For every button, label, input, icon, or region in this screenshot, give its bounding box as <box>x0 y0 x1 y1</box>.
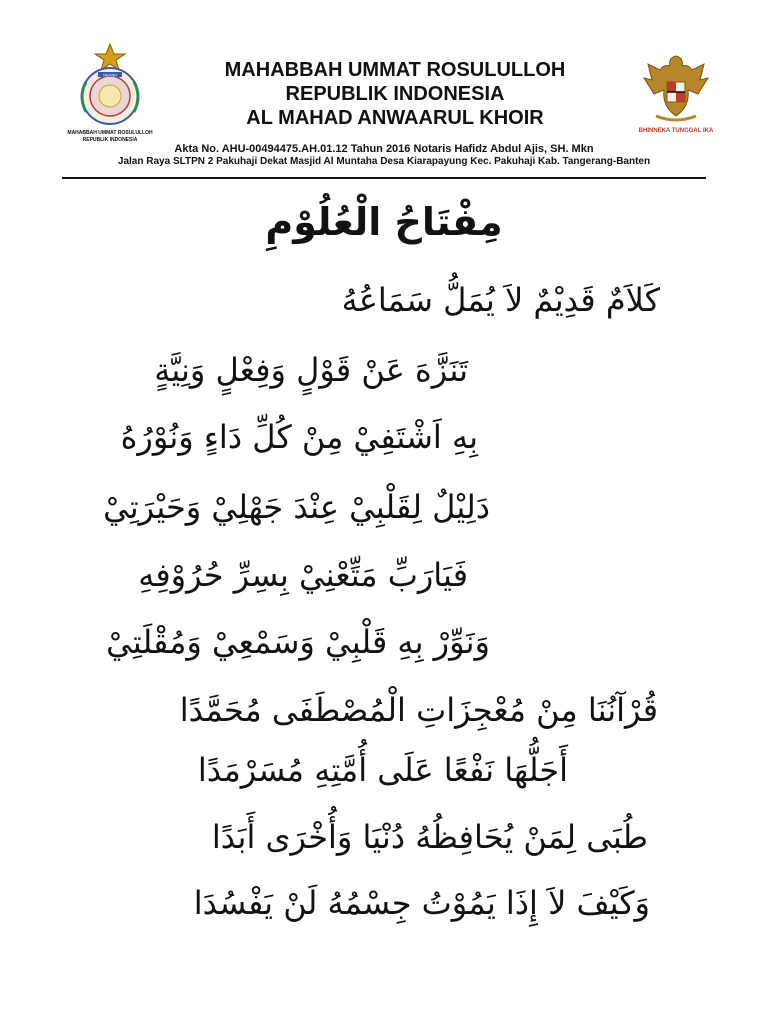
verse-line: أَجَلُّهَا نَفْعًا عَلَى أُمَّتِهِ مُسَرْمَدًا <box>197 751 568 789</box>
verse-line: وَكَيْفَ لاَ إِذَا يَمُوْتُ جِسْمُهُ لَنْ يَفْسُدَا <box>193 884 650 922</box>
garuda-icon <box>640 50 712 126</box>
address-line: Jalan Raya SLTPN 2 Pakuhaji Dekat Masjid Al Muntaha Desa Kiarapayung Kec. Pakuhaji Kab. Tangerang-Banten <box>117 156 651 167</box>
org-logo <box>62 42 158 148</box>
verse-line: بِهِ اَشْتَفِيْ مِنْ كُلِّ دَاءٍ وَنُوْرُهُ <box>120 418 478 456</box>
verse-line: تَنَزَّهَ عَنْ قَوْلٍ وَفِعْلٍ وَنِيَّةٍ <box>154 351 468 389</box>
star-crest-icon <box>68 42 152 128</box>
registration-line: Akta No. AHU-00494475.AH.01.12 Tahun 2016 Notaris Hafidz Abdul Ajis, SH. Mkn <box>174 143 594 155</box>
emblem-motto: BHINNEKA TUNGGAL IKA <box>638 128 714 134</box>
verse-line: فَيَارَبِّ مَتِّعْنِيْ بِسِرِّ حُرُوْفِهِ <box>138 556 468 594</box>
document-title: مِفْتَاحُ الْعُلُوْمِ <box>265 200 503 244</box>
org-line-2: REPUBLIK INDONESIA <box>285 83 505 105</box>
verse-line: دَلِيْلٌ لِقَلْبِيْ عِنْدَ جَهْلِيْ وَحَيْرَتِيْ <box>103 488 490 526</box>
letterhead <box>0 0 768 180</box>
logo-caption: MAHABBAH UMMAT ROSULULLOH REPUBLIK INDONESIA <box>67 130 153 143</box>
org-line-3: AL MAHAD ANWAARUL KHOIR <box>246 107 544 129</box>
verse-line: وَنَوِّرْ بِهِ قَلْبِيْ وَسَمْعِيْ وَمُقْلَتِيْ <box>106 623 490 661</box>
header-divider <box>62 177 706 179</box>
garuda-emblem <box>634 50 718 138</box>
svg-text:MUMRI: MUMRI <box>103 72 117 78</box>
verse-line: طُبَى لِمَنْ يُحَافِظُهُ دُنْيَا وَأُخْرَى أَبَدًا <box>211 818 648 856</box>
org-line-1: MAHABBAH UMMAT ROSULULLOH <box>224 59 566 81</box>
organization-name <box>160 58 630 130</box>
verse-line: قُرْآنُنَا مِنْ مُعْجِزَاتِ الْمُصْطَفَى مُحَمَّدًا <box>179 691 658 729</box>
verse-line: كَلاَمٌ قَدِيْمٌ لاَ يُمَلُّ سَمَاعُهُ <box>341 281 660 319</box>
